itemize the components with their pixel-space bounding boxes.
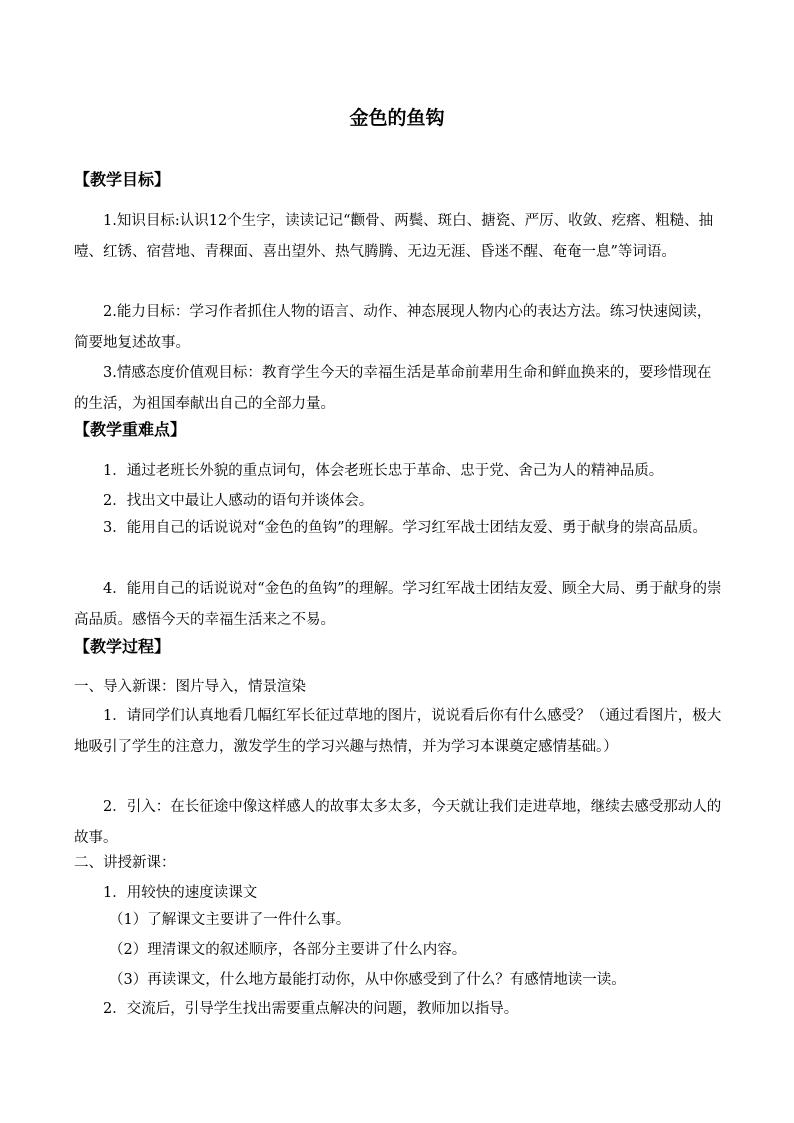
key-point-1: 1．通过老班长外貌的重点词句，体会老班长忠于革命、忠于党、舍己为人的精神品质。 [103,463,664,479]
process-part2-item-2: 2．交流后，引导学生找出需要重点解决的问题，教师加以指导。 [103,1001,519,1017]
objective-emotion: 3.情感态度价值观目标：教育学生今天的幸福生活是革命前辈用生命和鲜血换来的，要珍惜现在的生活，为祖国奉献出自己的全部力量。 [74,365,712,412]
process-part1-item-1: 1．请同学们认真地看几幅红军长征过草地的图片，说说看后你有什么感受？（通过看图片，极大地吸引了学生的注意力，激发学生的学习兴趣与热情，并为学习本课奠定感情基础。） [74,708,722,755]
section-heading-objectives: 【教学目标】 [74,170,171,189]
process-subitem-1: （1）了解课文主要讲了一件什么事。 [109,912,351,928]
key-point-2: 2．找出文中最让人感动的语句并谈体会。 [103,493,374,509]
process-part2-item-1: 1．用较快的速度读课文 [103,885,258,901]
process-part1-title: 一、导入新课：图片导入，情景渲染 [74,679,306,695]
section-heading-process: 【教学过程】 [74,637,171,656]
objective-knowledge: 1.知识目标:认识12个生字，读读记记“颧骨、两鬓、斑白、搪瓷、严厉、收敛、疙瘩、粗糙、抽噎、红锈、宿营地、青稞面、喜出望外、热气腾腾、无边无涯、昏迷不醒、奄奄一息”等词语。 [74,213,714,260]
key-point-3: 3．能用自己的话说说对“金色的鱼钩”的理解。学习红军战士团结友爱、勇于献身的崇高品质。 [103,520,708,536]
process-subitem-2: （2）理清课文的叙述顺序，各部分主要讲了什么内容。 [109,942,467,958]
process-part1-item-2: 2．引入：在长征途中像这样感人的故事太多太多，今天就让我们走进草地，继续去感受那动人的故事。 [74,799,722,846]
key-point-4: 4．能用自己的话说说对“金色的鱼钩”的理解。学习红军战士团结友爱、顾全大局、勇于献身的崇高品质。感悟今天的幸福生活来之不易。 [74,581,722,628]
section-heading-key-points: 【教学重难点】 [74,420,187,439]
process-subitem-3: （3）再读课文，什么地方最能打动你，从中你感受到了什么？有感情地读一读。 [109,972,626,988]
process-part2-title: 二、讲授新课： [74,855,176,871]
document-title: 金色的鱼钩 [349,107,445,129]
objective-ability: 2.能力目标：学习作者抓住人物的语言、动作、神态展现人物内心的表达方法。练习快速阅读，简要地复述故事。 [74,304,712,351]
